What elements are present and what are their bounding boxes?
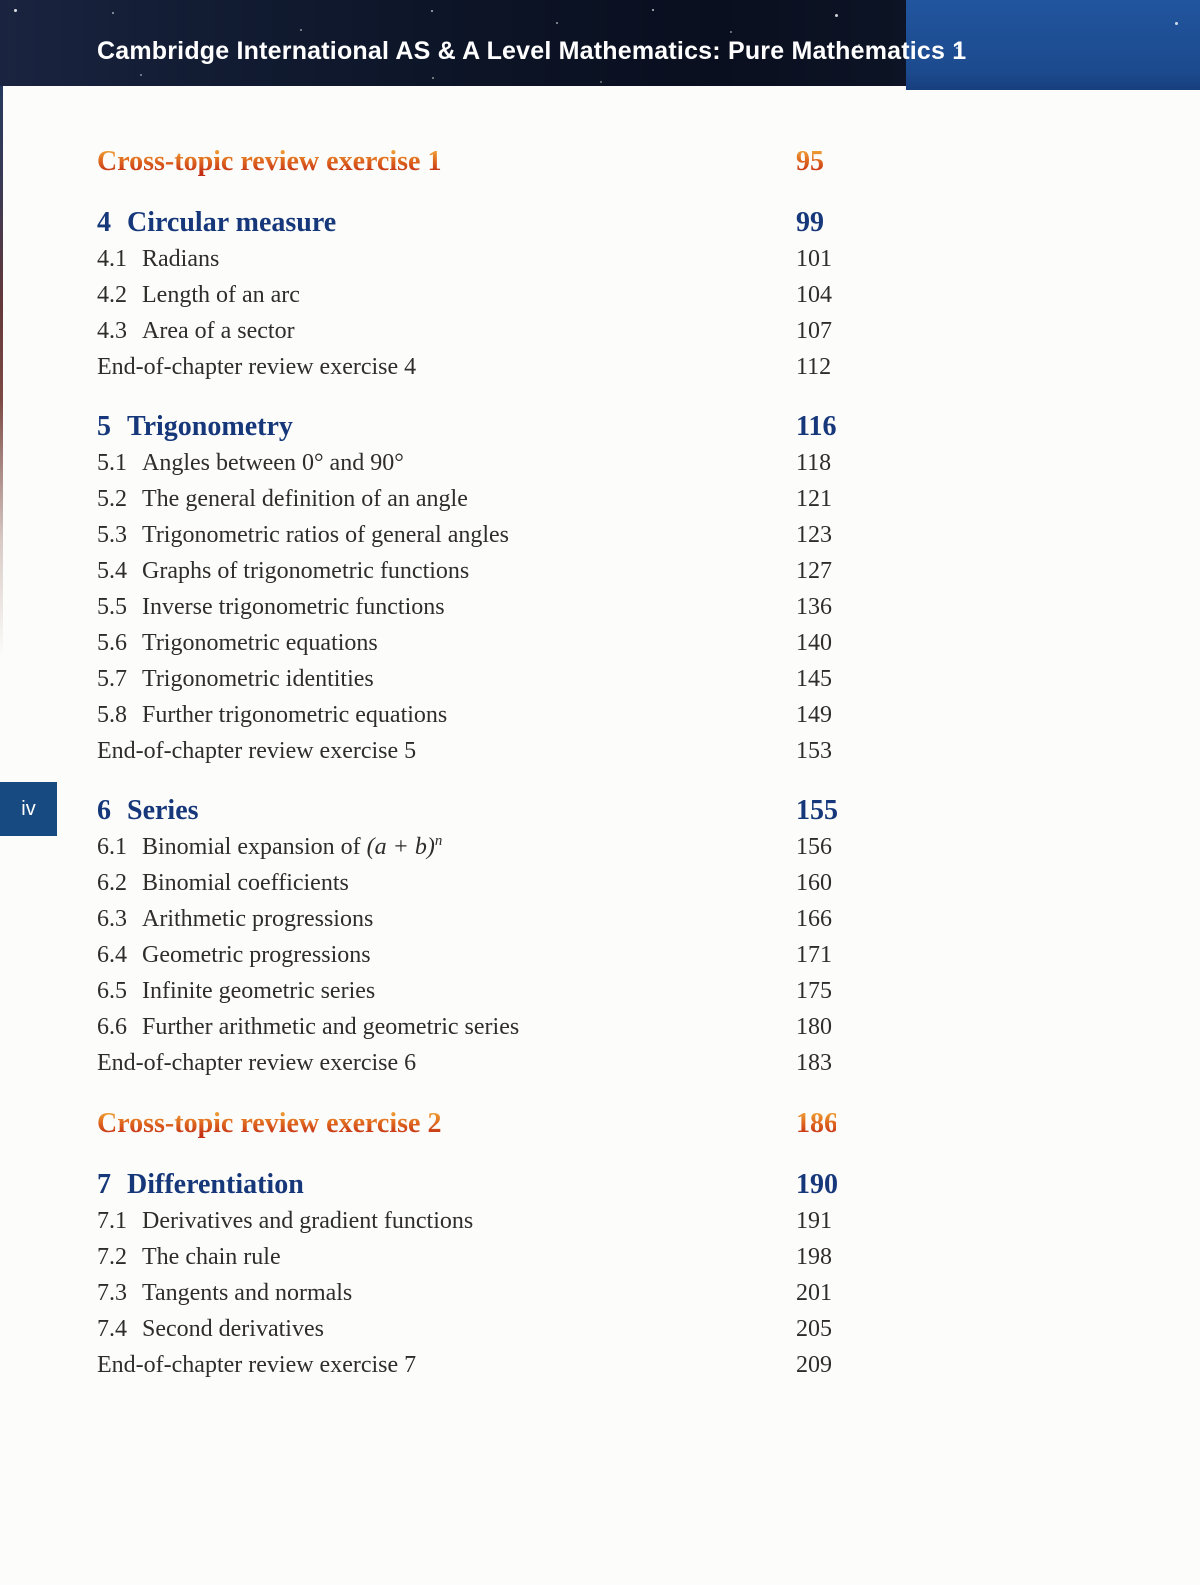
- section-number: 5.2: [97, 486, 127, 512]
- math-superscript: n: [434, 833, 443, 849]
- section-number: 5.8: [97, 702, 127, 728]
- toc-end-of-chapter-row: [97, 1050, 836, 1086]
- page-number-tab: iv: [0, 782, 57, 836]
- section-number: 4.3: [97, 318, 127, 344]
- toc-section-row: [97, 1244, 836, 1280]
- star-dot-icon: [730, 31, 732, 33]
- toc-end-of-chapter-row: [97, 738, 836, 774]
- chapter-number: 4: [97, 207, 111, 238]
- section-number: 6.2: [97, 870, 127, 896]
- star-dot-icon: [140, 74, 142, 76]
- star-dot-icon: [556, 22, 558, 24]
- section-title: Second derivatives: [142, 1316, 324, 1342]
- star-dot-icon: [432, 77, 434, 79]
- end-of-chapter-title: End-of-chapter review exercise 7: [97, 1352, 417, 1378]
- page-number: 153: [796, 738, 832, 764]
- toc-section-row: [97, 978, 836, 1014]
- toc-section-row: [97, 486, 836, 522]
- math-expression: (a + b): [366, 834, 435, 860]
- section-number: 7.1: [97, 1208, 127, 1234]
- page-number: 140: [796, 630, 832, 656]
- toc-section-row: [97, 594, 836, 630]
- section-title: Trigonometric identities: [142, 666, 374, 692]
- toc-chapter-row: [97, 1169, 836, 1208]
- section-number: 7.3: [97, 1280, 127, 1306]
- chapter-title: Circular measure: [127, 207, 337, 238]
- toc-section-row: [97, 870, 836, 906]
- page-number: 166: [796, 906, 832, 932]
- toc-chapter-row: [97, 795, 836, 834]
- end-of-chapter-title: End-of-chapter review exercise 4: [97, 354, 417, 380]
- toc-section-row: [97, 906, 836, 942]
- page-number: 112: [796, 354, 832, 380]
- section-number: 5.6: [97, 630, 127, 656]
- chapter-number: 6: [97, 795, 111, 826]
- page-number: 145: [796, 666, 832, 692]
- page-number: 201: [796, 1280, 832, 1306]
- section-title: Angles between 0° and 90°: [142, 450, 404, 476]
- toc-section-row: [97, 318, 836, 354]
- toc-section-row: [97, 1280, 836, 1316]
- cross-topic-title: Cross-topic review exercise 1: [97, 146, 796, 178]
- book-title: Cambridge International AS & A Level Mathematics: Pure Mathematics 1: [97, 37, 967, 65]
- star-dot-icon: [112, 12, 114, 14]
- page-number: 160: [796, 870, 832, 896]
- section-title: Further trigonometric equations: [142, 702, 448, 728]
- toc-section-row: [97, 522, 836, 558]
- end-of-chapter-title: End-of-chapter review exercise 5: [97, 738, 417, 764]
- toc-section-row: [97, 1014, 836, 1050]
- section-title: Trigonometric ratios of general angles: [142, 522, 510, 548]
- page-number: 171: [796, 942, 832, 968]
- chapter-number: 7: [97, 1169, 111, 1200]
- section-title: Arithmetic progressions: [142, 906, 374, 932]
- section-title: [142, 834, 796, 861]
- page-number: 121: [796, 486, 832, 512]
- section-title: The chain rule: [142, 1244, 281, 1270]
- toc-chapter-row: [97, 411, 836, 450]
- section-title: Geometric progressions: [142, 942, 371, 968]
- section-title: Length of an arc: [142, 282, 300, 308]
- section-title: Tangents and normals: [142, 1280, 353, 1306]
- section-title: Trigonometric equations: [142, 630, 378, 656]
- section-title: Inverse trigonometric functions: [142, 594, 445, 620]
- scan-edge-strip: [0, 86, 3, 656]
- toc-section-row: [97, 246, 836, 282]
- section-number: 4.1: [97, 246, 127, 272]
- section-title: Derivatives and gradient functions: [142, 1208, 474, 1234]
- page-number: 155: [796, 795, 838, 826]
- toc-section-row: [97, 282, 836, 318]
- section-title: Infinite geometric series: [142, 978, 376, 1004]
- star-dot-icon: [652, 9, 654, 11]
- toc-section-row: [97, 834, 836, 870]
- section-title: Radians: [142, 246, 220, 272]
- table-of-contents: [97, 146, 836, 1388]
- section-number: 6.4: [97, 942, 127, 968]
- toc-section-row: [97, 942, 836, 978]
- toc-section-row: [97, 1316, 836, 1352]
- toc-section-row: [97, 702, 836, 738]
- page-number: 209: [796, 1352, 832, 1378]
- section-number: 5.7: [97, 666, 127, 692]
- page-number: 99: [796, 207, 824, 238]
- section-number: 7.4: [97, 1316, 127, 1342]
- section-number: 4.2: [97, 282, 127, 308]
- star-dot-icon: [431, 10, 433, 12]
- chapter-title: Trigonometry: [127, 411, 293, 442]
- section-number: 5.3: [97, 522, 127, 548]
- page-number: 186: [796, 1108, 838, 1139]
- section-title-text: Binomial expansion of: [142, 834, 367, 860]
- page-number: 104: [796, 282, 832, 308]
- toc-section-row: [97, 630, 836, 666]
- section-number: 5.1: [97, 450, 127, 476]
- toc-section-row: [97, 558, 836, 594]
- section-title: Graphs of trigonometric functions: [142, 558, 470, 584]
- page-number: 183: [796, 1050, 832, 1076]
- toc-section-row: [97, 450, 836, 486]
- page-number: 198: [796, 1244, 832, 1270]
- section-title: Area of a sector: [142, 318, 295, 344]
- toc-end-of-chapter-row: [97, 354, 836, 390]
- page-number: 205: [796, 1316, 832, 1342]
- toc-section-row: [97, 666, 836, 702]
- page-number: 127: [796, 558, 832, 584]
- star-dot-icon: [600, 81, 602, 83]
- star-dot-icon: [835, 14, 838, 17]
- section-title: Further arithmetic and geometric series: [142, 1014, 520, 1040]
- section-number: 5.5: [97, 594, 127, 620]
- page-number: 136: [796, 594, 832, 620]
- page-number: 116: [796, 411, 837, 442]
- toc-cross-topic-row: [97, 146, 836, 186]
- toc-chapter-row: [97, 207, 836, 246]
- chapter-title: Differentiation: [127, 1169, 304, 1200]
- end-of-chapter-title: End-of-chapter review exercise 6: [97, 1050, 417, 1076]
- page-number: 101: [796, 246, 832, 272]
- cross-topic-title: Cross-topic review exercise 2: [97, 1108, 796, 1140]
- page-number: 156: [796, 834, 832, 860]
- section-number: 6.3: [97, 906, 127, 932]
- page-number: 123: [796, 522, 832, 548]
- chapter-title: Series: [127, 795, 199, 826]
- star-dot-icon: [1175, 22, 1178, 25]
- page-number: 95: [796, 146, 836, 178]
- section-number: 6.5: [97, 978, 127, 1004]
- page-header-band: [0, 0, 1200, 86]
- page-number: 107: [796, 318, 832, 344]
- section-number: 5.4: [97, 558, 127, 584]
- section-number: 6.1: [97, 834, 127, 860]
- section-title: The general definition of an angle: [142, 486, 468, 512]
- toc-cross-topic-row: [97, 1108, 836, 1148]
- page-number: 149: [796, 702, 832, 728]
- page-number: 118: [796, 450, 832, 476]
- star-dot-icon: [14, 9, 17, 12]
- section-title: Binomial coefficients: [142, 870, 349, 896]
- chapter-number: 5: [97, 411, 111, 442]
- page-number: 191: [796, 1208, 832, 1234]
- star-dot-icon: [300, 29, 302, 31]
- section-number: 6.6: [97, 1014, 127, 1040]
- toc-end-of-chapter-row: [97, 1352, 836, 1388]
- toc-section-row: [97, 1208, 836, 1244]
- page-number: 190: [796, 1169, 838, 1200]
- page-number: 175: [796, 978, 832, 1004]
- section-number: 7.2: [97, 1244, 127, 1270]
- page-number: 180: [796, 1014, 832, 1040]
